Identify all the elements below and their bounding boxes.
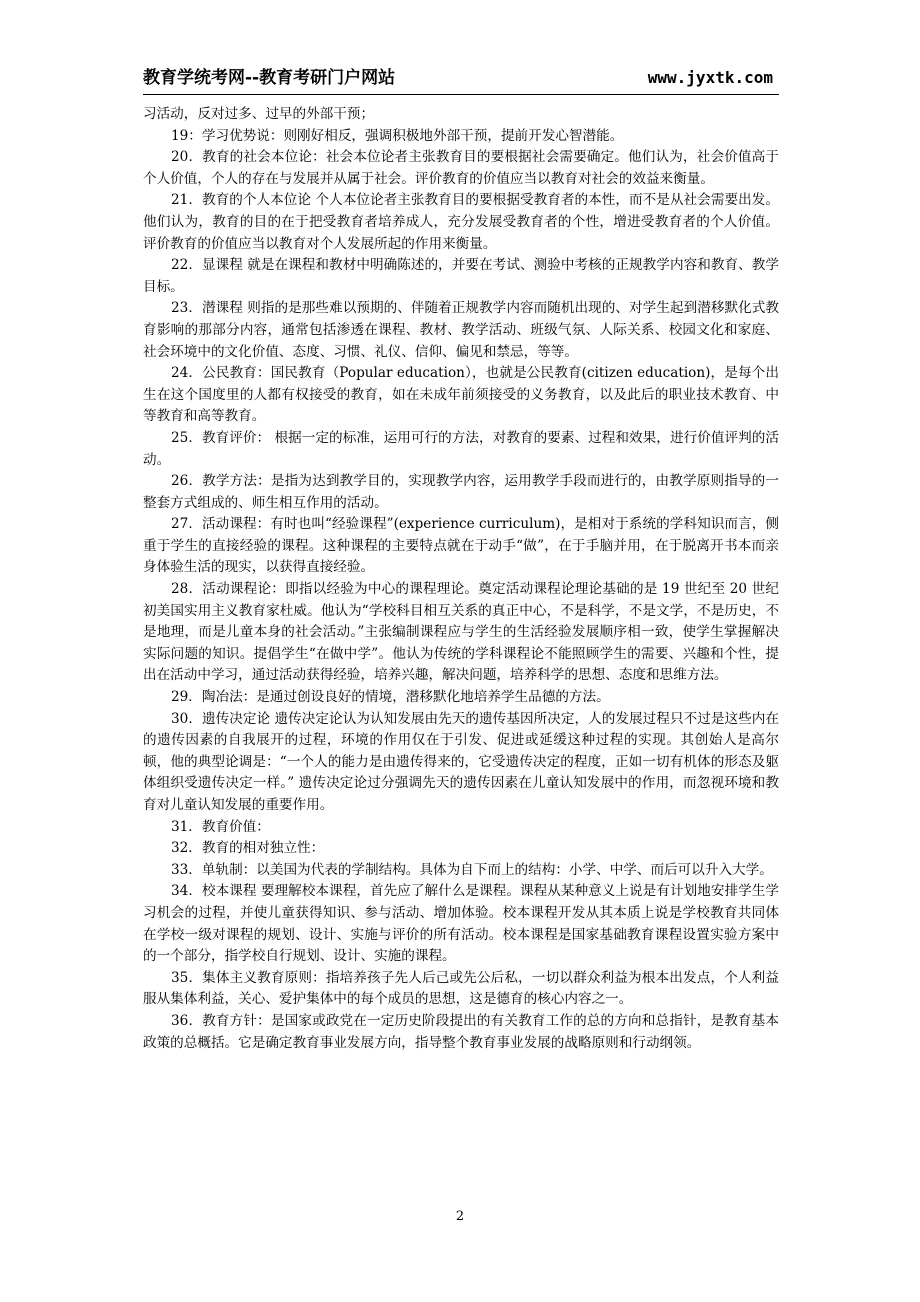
- paragraph: 26．教学方法：是指为达到教学目的，实现教学内容，运用教学手段而进行的，由教学原则指导的一整套方式组成的、师生相互作用的活动。: [143, 473, 779, 511]
- page-header: [143, 66, 773, 90]
- paragraph: 20．教育的社会本位论：社会本位论者主张教育目的要根据社会需要确定。他们认为，社会价值高于个人价值，个人的存在与发展并从属于社会。评价教育的价值应当以教育对社会的效益来衡量。: [143, 149, 779, 187]
- paragraph: 36．教育方针：是国家或政党在一定历史阶段提出的有关教育工作的总的方向和总指针，是教育基本政策的总概括。它是确定教育事业发展方向，指导整个教育事业发展的战略原则和行动纲领。: [143, 1012, 779, 1051]
- paragraph: 30．遗传决定论 遗传决定论认为认知发展由先天的遗传基因所决定，人的发展过程只不过是这些内在的遗传因素的自我展开的过程，环境的作用仅在于引发、促进或延缓这种过程的实现。其创始人是高尔顿，他的典型论调是：“一个人的能力是由遗传得来的，它受遗传决定的程度，正如一切有机体的形态及躯体组织受遗传决定一样。” 遗传决定论过分强调先天的遗传因素在儿童认知发展中的作用，而忽视环境和教育对儿童认知发展的重要作用。: [143, 710, 779, 813]
- paragraph: 29．陶冶法：是通过创设良好的情境，潜移默化地培养学生品德的方法。: [171, 689, 610, 706]
- paragraph: 习活动，反对过多、过早的外部干预；: [143, 106, 375, 122]
- header-title: 教育学统考网--教育考研门户网站: [143, 68, 396, 88]
- paragraph: 22．显课程 就是在课程和教材中明确陈述的，并要在考试、测验中考核的正规教学内容和教育、教学目标。: [143, 257, 779, 295]
- paragraph: 24．公民教育：国民教育（Popular education），也就是公民教育(citizen education)，是每个出生在这个国度里的人都有权接受的教育，如在未成年前须接受的义务教育，以及此后的职业技术教育、中等教育和高等教育。: [143, 365, 779, 425]
- paragraph: 35．集体主义教育原则：指培养孩子先人后己或先公后私，一切以群众利益为根本出发点，个人利益服从集体利益，关心、爱护集体中的每个成员的思想，这是德育的核心内容之一。: [143, 969, 779, 1008]
- paragraph: 23．潜课程 则指的是那些难以预期的、伴随着正规教学内容而随机出现的、对学生起到潜移默化式教育影响的那部分内容，通常包括渗透在课程、教材、教学活动、班级气氛、人际关系、校园文化和家庭、社会环境中的文化价值、态度、习惯、礼仪、信仰、偏见和禁忌，等等。: [143, 300, 779, 360]
- header-divider: [143, 94, 779, 95]
- paragraph: 25．教育评价： 根据一定的标准，运用可行的方法，对教育的要素、过程和效果，进行价值评判的活动。: [143, 429, 779, 468]
- header-site-url: www.jyxtk.com: [647, 68, 773, 87]
- paragraph: 19：学习优势说：则刚好相反，强调积极地外部干预，提前开发心智潜能。: [171, 127, 624, 144]
- paragraph: 32．教育的相对独立性：: [171, 840, 325, 857]
- paragraph: 28．活动课程论：即指以经验为中心的课程理论。奠定活动课程论理论基础的是 19 世纪至 20 世纪初美国实用主义教育家杜威。他认为“学校科目相互关系的真正中心，不是科学，不是文学，不是历史，不是地理，而是儿童本身的社会活动。”主张编制课程应与学生的生活经验发展顺序相一致，使学生掌握解决实际问题的知识。提倡学生“在做中学”。他认为传统的学科课程论不能照顾学生的需要、兴趣和个性，提出在活动中学习，通过活动获得经验，培养兴趣，解决问题，培养科学的思想、态度和思维方法。: [143, 581, 779, 684]
- paragraph: 34．校本课程 要理解校本课程，首先应了解什么是课程。课程从某种意义上说是有计划地安排学生学习机会的过程，并使儿童获得知识、参与活动、增加体验。校本课程开发从其本质上说是学校教育共同体在学校一级对课程的规划、设计、实施与评价的所有活动。校本课程是国家基础教育课程设置实验方案中的一个部分，指学校自行规划、设计、实施的课程。: [143, 883, 779, 965]
- document-body: [143, 104, 779, 1054]
- paragraph: 21．教育的个人本位论 个人本位论者主张教育目的要根据受教育者的本性，而不是从社会需要出发。他们认为，教育的目的在于把受教育者培养成人，充分发展受教育者的个性，增进受教育者的个人价值。评价教育的价值应当以教育对个人发展所起的作用来衡量。: [143, 192, 779, 252]
- paragraph: 27．活动课程：有时也叫“经验课程”(experience curriculum)，是相对于系统的学科知识而言，侧重于学生的直接经验的课程。这种课程的主要特点就在于动手“做”，在于手脑并用，在于脱离开书本而亲身体验生活的现实，以获得直接经验。: [143, 516, 779, 576]
- paragraph: 33．单轨制：以美国为代表的学制结构。具体为自下而上的结构：小学、中学、而后可以升入大学。: [171, 861, 773, 878]
- page-number: 2: [455, 1209, 465, 1224]
- paragraph: 31．教育价值：: [171, 818, 270, 835]
